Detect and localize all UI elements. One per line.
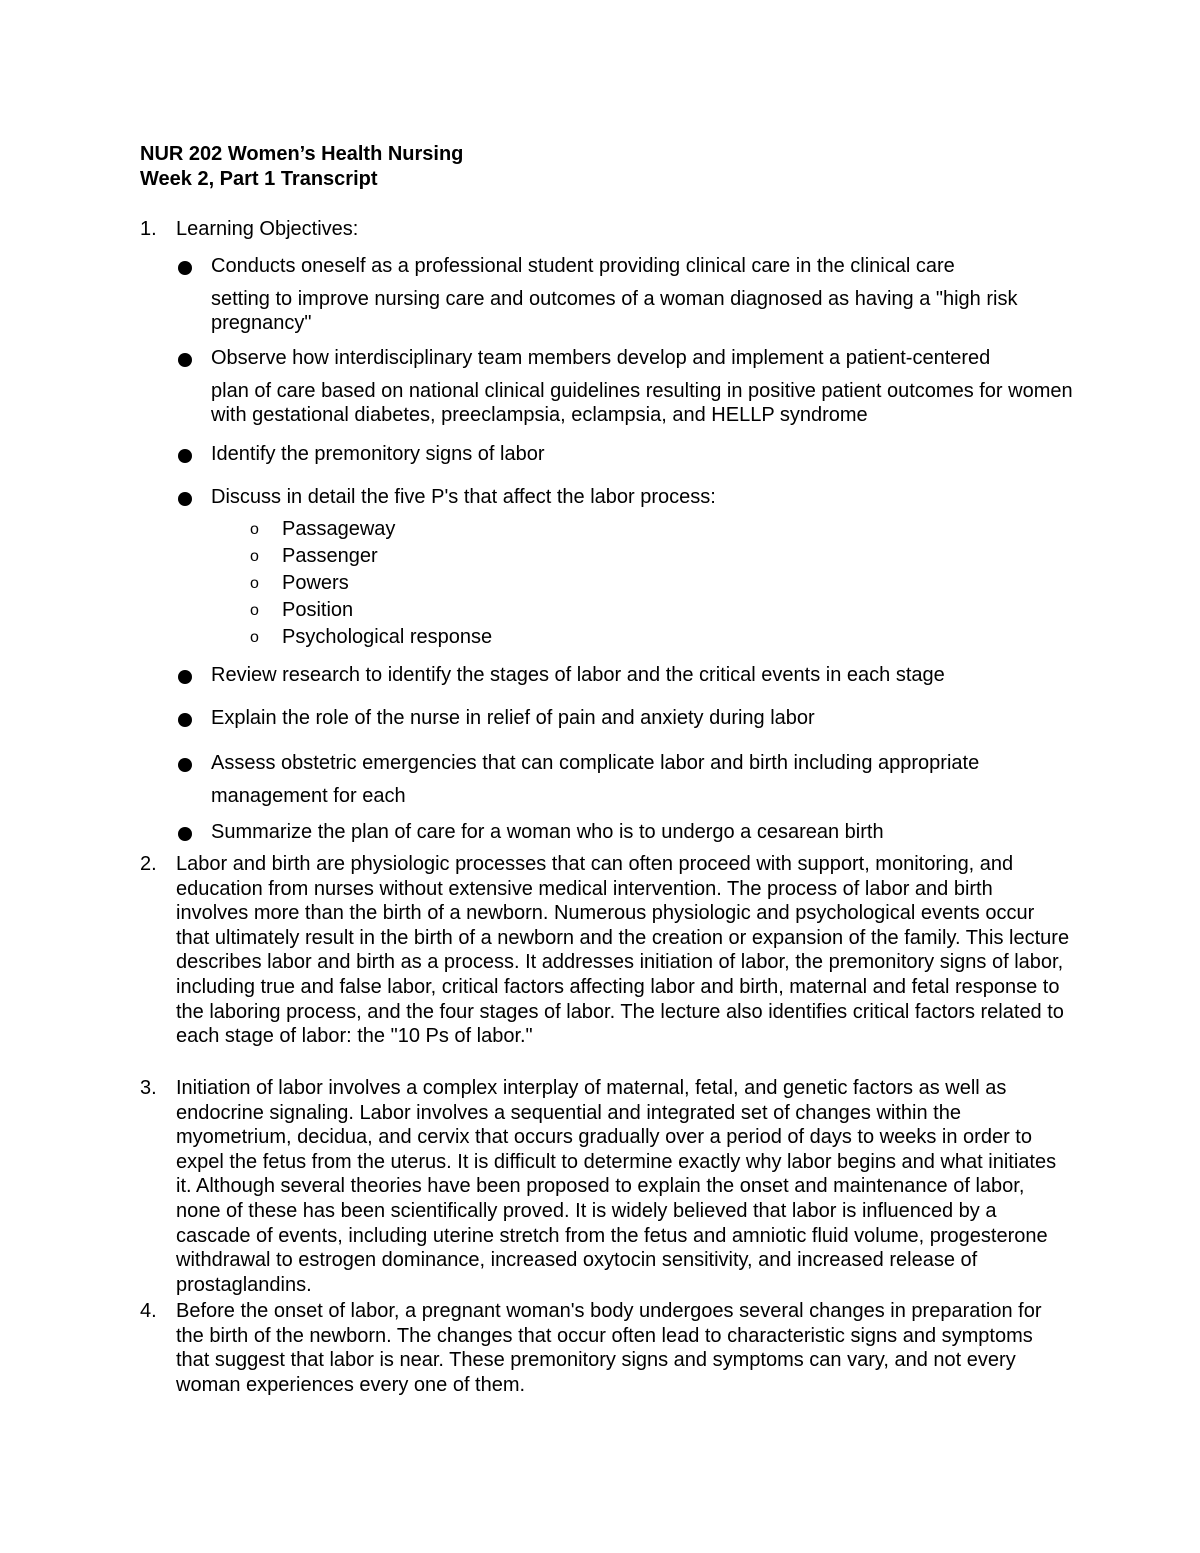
objective-bullet	[176, 820, 1076, 845]
bullet-icon	[178, 827, 192, 841]
list-item-3	[140, 1076, 1070, 1297]
circle-bullet-icon: o	[250, 575, 259, 592]
list-number: 4.	[140, 1300, 157, 1322]
list-item-2	[140, 852, 1070, 1049]
sub-list-item	[250, 571, 349, 596]
objective-text-continued: setting to improve nursing care and outcomes of a woman diagnosed as having a "high risk pregnancy"	[211, 287, 1018, 335]
objective-text: Identify the premonitory signs of labor	[211, 443, 545, 465]
sub-list-item	[250, 517, 395, 542]
list-text: Initiation of labor involves a complex interplay of maternal, fetal, and genetic factors as well as endocrine signaling. Labor involves a sequential and integrated set of changes within the myometrium, decidua, and cervix that occurs gradually over a period of days to weeks in order to expel the fetus from the uterus. It is difficult to determine exactly why labor begins and what initiates it. Although several theories have been proposed to explain the onset and maintenance of labor, none of these has been scientifically proved. It is widely believed that labor is influenced by a cascade of events, including uterine stretch from the fetus and amniotic fluid volume, progesterone withdrawal to estrogen dominance, increased oxytocin sensitivity, and increased release of prostaglandins.	[176, 1077, 1057, 1296]
list-text: Learning Objectives:	[176, 218, 359, 240]
transcript-subtitle: Week 2, Part 1 Transcript	[140, 168, 378, 190]
bullet-icon	[178, 353, 192, 367]
objective-text-continued: plan of care based on national clinical guidelines resulting in positive patient outcomes for women with gestational diabetes, preeclampsia, eclampsia, and HELLP syndrome	[211, 379, 1073, 427]
objective-text-continued: management for each	[211, 784, 406, 807]
objective-text: Conducts oneself as a professional student providing clinical care in the clinical care	[211, 255, 955, 277]
objective-text: Summarize the plan of care for a woman who is to undergo a cesarean birth	[211, 821, 884, 843]
objective-bullet	[176, 663, 1076, 688]
document-title	[140, 142, 463, 192]
sub-list-text: Psychological response	[282, 626, 493, 648]
sub-list-item	[250, 598, 353, 623]
list-number: 2.	[140, 853, 157, 875]
list-number: 1.	[140, 218, 157, 240]
bullet-icon	[178, 492, 192, 506]
list-item-1	[140, 217, 1070, 242]
objective-bullet	[176, 442, 1076, 467]
objective-text: Observe how interdisciplinary team members develop and implement a patient-centered	[211, 347, 991, 369]
objective-bullet	[176, 346, 1076, 428]
circle-bullet-icon: o	[250, 521, 259, 538]
sub-list-text: Position	[282, 599, 354, 621]
bullet-icon	[178, 449, 192, 463]
list-text: Labor and birth are physiologic processes that can often proceed with support, monitoring, and education from nurses without extensive medical intervention. The process of labor and birth involves more than the birth of a newborn. Numerous physiologic and psychological events occur that ultimately result in the birth of a newborn and the creation or expansion of the family. This lecture describes labor and birth as a process. It addresses initiation of labor, the premonitory signs of labor, including true and false labor, critical factors affecting labor and birth, maternal and fetal response to the laboring process, and the four stages of labor. The lecture also identifies critical factors related to each stage of labor: the "10 Ps of labor."	[176, 853, 1070, 1048]
objective-text: Explain the role of the nurse in relief of pain and anxiety during labor	[211, 707, 815, 729]
sub-list-item	[250, 544, 378, 569]
objective-text: Discuss in detail the five P's that affect the labor process:	[211, 486, 716, 508]
circle-bullet-icon: o	[250, 548, 259, 565]
sub-list-text: Powers	[282, 572, 349, 594]
objective-bullet	[176, 751, 1076, 808]
sub-list-text: Passenger	[282, 545, 378, 567]
list-number: 3.	[140, 1077, 157, 1099]
sub-list-item	[250, 625, 492, 650]
course-title: NUR 202 Women’s Health Nursing	[140, 143, 464, 165]
objective-bullet	[176, 485, 1076, 510]
circle-bullet-icon: o	[250, 602, 259, 619]
objective-text: Assess obstetric emergencies that can complicate labor and birth including appropriate	[211, 752, 980, 774]
bullet-icon	[178, 713, 192, 727]
bullet-icon	[178, 261, 192, 275]
objective-bullet	[176, 706, 1076, 731]
list-item-4	[140, 1299, 1070, 1397]
objective-text: Review research to identify the stages of labor and the critical events in each stage	[211, 664, 945, 686]
sub-list-text: Passageway	[282, 518, 396, 540]
objective-bullet	[176, 254, 1076, 336]
list-text: Before the onset of labor, a pregnant woman's body undergoes several changes in preparation for the birth of the newborn. The changes that occur often lead to characteristic signs and symptoms that suggest that labor is near. These premonitory signs and symptoms can vary, and not every woman experiences every one of them.	[176, 1300, 1042, 1396]
bullet-icon	[178, 670, 192, 684]
bullet-icon	[178, 758, 192, 772]
circle-bullet-icon: o	[250, 629, 259, 646]
